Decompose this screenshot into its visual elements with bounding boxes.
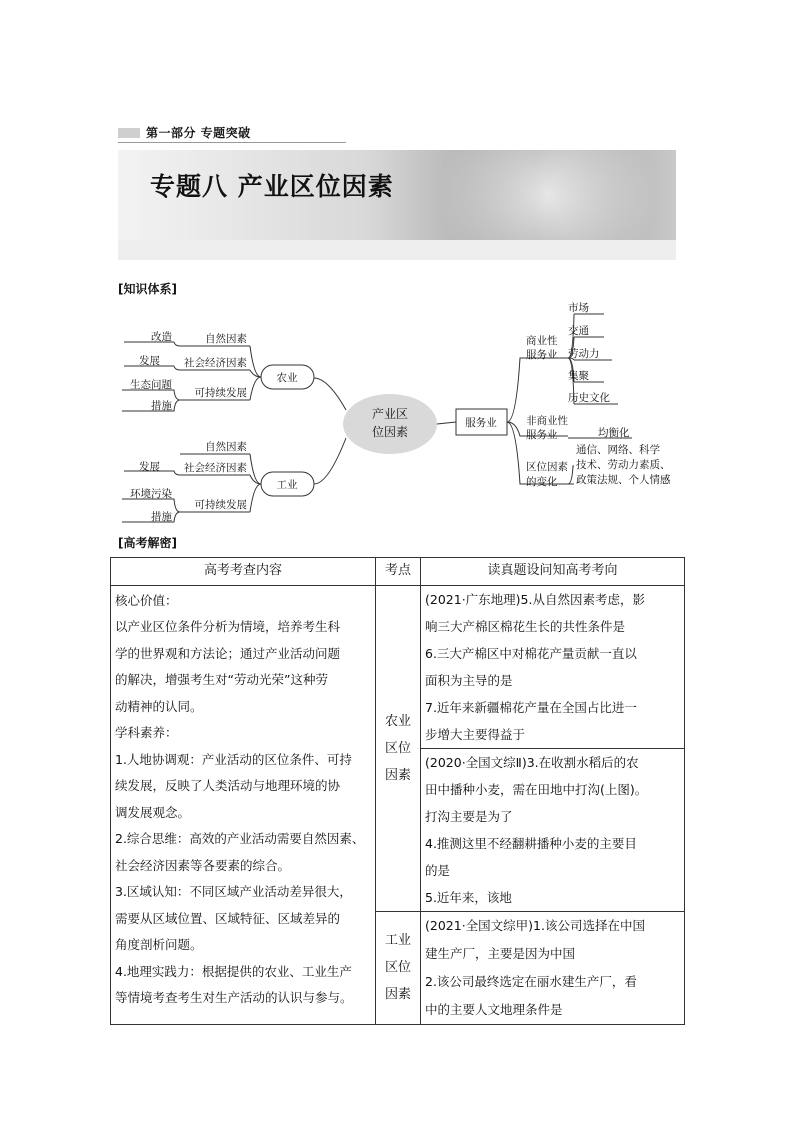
node-agriculture-label: 农业 (276, 372, 298, 384)
content-line: 2.综合思维：高效的产业活动需要自然因素、 (115, 831, 365, 846)
link-center-service (437, 422, 456, 424)
question-line: 5.近年来，该地 (425, 889, 512, 905)
point-line: 区位 (384, 960, 411, 975)
ind-sustain: 可持续发展 (194, 499, 247, 511)
question-cell-3 (421, 911, 685, 1024)
question-line: 打沟主要是为了 (425, 808, 513, 824)
header-content: 高考考查内容 (111, 558, 376, 586)
link-center-agri (314, 378, 346, 410)
content-line: 4.地理实践力：根据提供的农业、工业生产 (115, 963, 352, 979)
commercial-line-2: 服务业 (526, 349, 558, 361)
change-item-1: 通信、网络、科学 (576, 444, 660, 456)
header-point: 考点 (376, 558, 421, 586)
question-line: (2021·广东地理)5.从自然因素考虑，影 (425, 591, 645, 607)
table-header-row (111, 558, 685, 586)
banner-glow (418, 150, 676, 240)
ind-measure: 措施 (151, 511, 172, 523)
agri-branch-3 (250, 377, 261, 400)
knowledge-label: [知识体系] (118, 282, 177, 296)
mindmap-center (343, 394, 437, 454)
ind-socio: 社会经济因素 (184, 462, 247, 474)
question-line: 建生产厂，主要是因为中国 (425, 945, 576, 961)
agri-eco: 生态问题 (130, 379, 172, 391)
point-industry (376, 911, 421, 1024)
content-line: 角度剖析问题。 (115, 937, 203, 952)
ind-pollution: 环境污染 (130, 488, 172, 500)
exam-table (110, 557, 685, 1025)
change-line-1: 区位因素 (526, 461, 568, 473)
link-center-ind (314, 438, 346, 484)
node-service-label: 服务业 (465, 417, 497, 429)
question-line: 响三大产棉区棉花生长的共性条件是 (425, 618, 626, 634)
header-questions: 读真题设问知高考考向 (421, 558, 685, 586)
topic-title: 专题八 产业区位因素 (150, 172, 394, 201)
content-line: 3.区域认知：不同区域产业活动差异很大， (115, 884, 352, 899)
content-line: 社会经济因素等各要素的综合。 (115, 857, 291, 873)
noncommercial-line-2: 服务业 (526, 429, 558, 441)
ind-branch-2 (250, 475, 261, 484)
node-industry-label: 工业 (276, 479, 298, 491)
commercial-item-market: 市场 (568, 302, 589, 314)
content-line: 调发展观念。 (115, 804, 191, 820)
ind-natural: 自然因素 (205, 441, 247, 453)
mind-map (118, 298, 688, 528)
content-line: 学科素养： (115, 725, 178, 740)
question-line: 的是 (425, 862, 451, 878)
content-line: 续发展，反映了人类活动与地理环境的协 (115, 778, 341, 793)
content-line: 1.人地协调观：产业活动的区位条件、可持 (115, 751, 352, 767)
point-line: 工业 (384, 933, 411, 948)
center-line-2: 位因素 (371, 425, 409, 439)
question-line: 4.推测这里不经翻耕播种小麦的主要目 (425, 835, 637, 851)
ind-branch-1 (250, 454, 261, 484)
agri-reform: 改造 (151, 331, 172, 343)
question-line: 2.该公司最终选定在丽水建生产厂，看 (425, 973, 637, 989)
question-cell-2 (421, 748, 685, 911)
question-line: 6.三大产棉区中对棉花产量贡献一直以 (425, 645, 637, 661)
agri-socio: 社会经济因素 (184, 357, 247, 369)
question-line: 田中播种小麦，需在田地中打沟(上图)。 (425, 781, 648, 797)
point-agriculture (376, 585, 421, 911)
question-line: (2021·全国文综甲)1.该公司选择在中国 (425, 917, 645, 933)
question-line: 步增大主要得益于 (425, 726, 526, 742)
noncommercial-item: 均衡化 (598, 427, 630, 439)
content-line: 以产业区位条件分析为情境，培养考生科 (115, 619, 341, 634)
point-line: 农业 (384, 713, 411, 729)
part-label: 第一部分 专题突破 (146, 126, 251, 140)
agri-develop: 发展 (139, 355, 160, 367)
content-line: 动精神的认同。 (115, 698, 203, 714)
commercial-item-labor: 劳动力 (568, 348, 600, 360)
change-item-3: 政策法规、个人情感 (576, 474, 671, 486)
content-line: 等情境考查考生对生产活动的认识与参与。 (115, 990, 353, 1005)
table-row (111, 585, 685, 748)
commercial-item-transport: 交通 (568, 325, 589, 337)
question-cell-1 (421, 585, 685, 748)
header-divider (118, 142, 346, 143)
banner-shadow (118, 240, 676, 260)
exam-label: [高考解密] (118, 536, 177, 550)
change-bracket (568, 466, 574, 484)
agri-measure: 措施 (151, 400, 172, 412)
change-line-2: 的变化 (526, 476, 558, 488)
point-line: 因素 (384, 767, 411, 783)
agri-natural: 自然因素 (205, 333, 247, 345)
commercial-item-history: 历史文化 (568, 392, 610, 404)
commercial-item-cluster: 集聚 (568, 370, 589, 382)
question-line: 面积为主导的是 (425, 672, 513, 688)
ind-develop: 发展 (139, 461, 160, 473)
change-item-2: 技术、劳动力素质、 (576, 459, 671, 471)
point-line: 区位 (384, 740, 411, 756)
question-line: 7.近年来新疆棉花产量在全国占比进一 (425, 699, 637, 715)
agri-sustain: 可持续发展 (194, 387, 247, 399)
center-line-1: 产业区 (371, 407, 409, 421)
question-line: (2020·全国文综Ⅱ)3.在收割水稻后的农 (425, 754, 639, 770)
question-line: 中的主要人文地理条件是 (425, 1001, 563, 1017)
content-line: 的解决，增强考生对“劳动光荣”这种劳 (115, 672, 328, 687)
content-line: 核心价值： (115, 592, 178, 608)
content-cell (111, 585, 376, 1024)
content-line: 学的世界观和方法论；通过产业活动问题 (115, 645, 341, 661)
noncommercial-line-1: 非商业性 (526, 415, 568, 427)
point-line: 因素 (384, 987, 411, 1002)
commercial-line-1: 商业性 (526, 335, 558, 347)
svc-branch-1 (507, 358, 568, 422)
content-line: 需要从区域位置、区域特征、区域差异的 (115, 910, 341, 926)
ind-branch-3 (250, 484, 261, 512)
header-marker (118, 128, 140, 138)
